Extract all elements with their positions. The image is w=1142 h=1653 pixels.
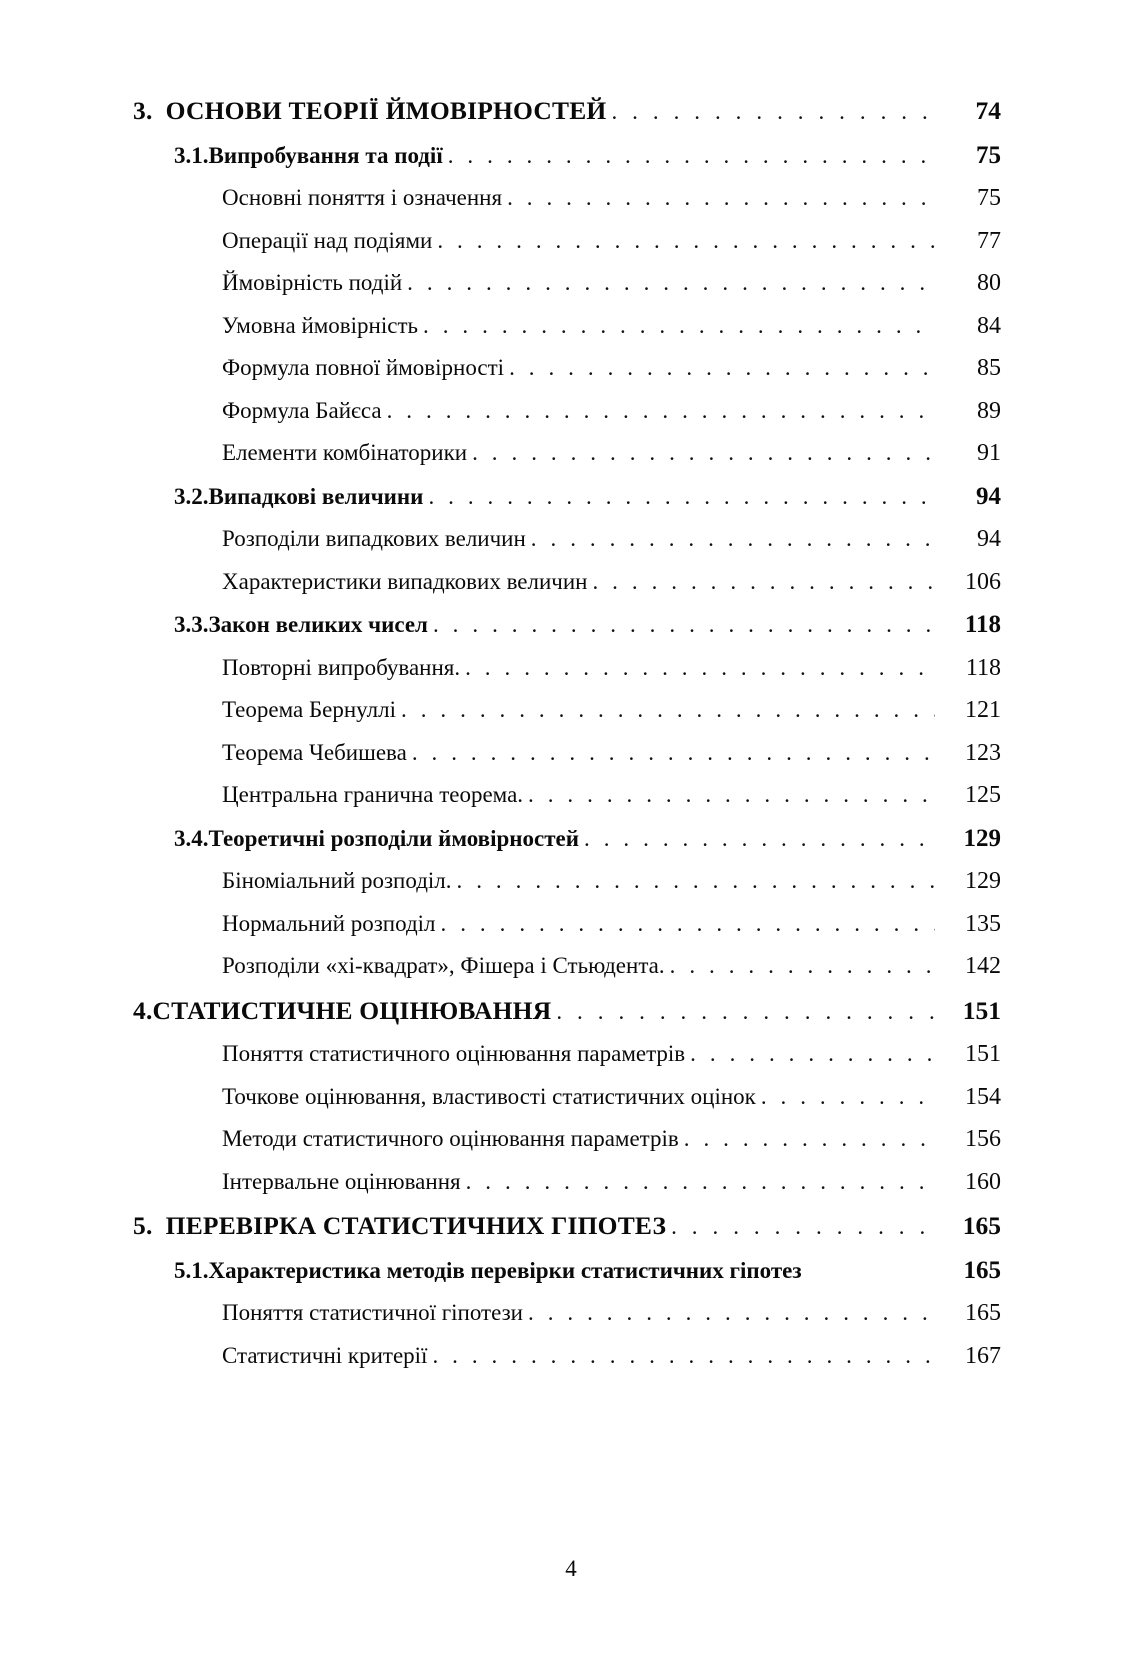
toc-entry-title: Розподіли випадкових величин bbox=[222, 526, 526, 551]
toc-entry-page-number: 123 bbox=[965, 739, 1001, 766]
toc-entry-title: 3.3.Закон великих чисел bbox=[174, 612, 428, 637]
toc-dot-leader bbox=[528, 1301, 935, 1324]
toc-entry-page-number: 106 bbox=[965, 568, 1001, 595]
toc-entry-page-number: 118 bbox=[964, 611, 1001, 638]
toc-dot-leader bbox=[684, 1127, 935, 1150]
toc-entry-title: Теорема Бернуллі bbox=[222, 697, 397, 722]
toc-entry[interactable] bbox=[133, 740, 1001, 767]
toc-dot-leader bbox=[611, 100, 935, 123]
toc-entry-title: Поняття статистичного оцінювання параметрів bbox=[222, 1041, 686, 1066]
toc-entry-page-number: 121 bbox=[965, 697, 1001, 723]
toc-entry-page-number: 151 bbox=[965, 1041, 1001, 1067]
toc-entry[interactable] bbox=[133, 355, 1001, 382]
toc-entry-page-number: 89 bbox=[977, 397, 1001, 424]
toc-dot-leader bbox=[556, 1000, 935, 1023]
toc-entry-page-number: 165 bbox=[963, 1256, 1001, 1284]
toc-entry[interactable] bbox=[133, 1041, 1001, 1068]
toc-entry[interactable] bbox=[133, 1169, 1001, 1196]
toc-dot-leader bbox=[401, 698, 935, 721]
toc-entry-title: Операції над подіями bbox=[222, 227, 433, 253]
toc-entry-title: 3.1.Випробування та події bbox=[174, 142, 443, 168]
toc-entry-page-number: 156 bbox=[965, 1126, 1001, 1152]
toc-entry[interactable] bbox=[133, 228, 1001, 255]
toc-entry-title: Теорема Чебишева bbox=[222, 739, 407, 765]
toc-entry[interactable] bbox=[133, 953, 1001, 980]
toc-entry-title: Розподіли «хі-квадрат», Фішера і Стьюдента. bbox=[222, 953, 665, 978]
toc-entry-page-number: 75 bbox=[976, 141, 1001, 169]
toc-dot-leader bbox=[472, 441, 935, 464]
toc-dot-leader bbox=[509, 356, 935, 379]
toc-entry-page-number: 165 bbox=[965, 1300, 1001, 1326]
toc-entry-page-number: 118 bbox=[965, 654, 1001, 681]
toc-entry-page-number: 94 bbox=[976, 482, 1001, 510]
toc-entry[interactable] bbox=[133, 697, 1001, 724]
toc-entry-title: 3.2.Випадкові величини bbox=[174, 483, 424, 509]
toc-entry[interactable] bbox=[133, 1084, 1001, 1111]
toc-dot-leader bbox=[592, 570, 935, 593]
toc-entry[interactable] bbox=[133, 1257, 1001, 1285]
toc-entry-page-number: 129 bbox=[965, 868, 1001, 894]
toc-dot-leader bbox=[448, 144, 935, 167]
page-footer bbox=[0, 1556, 1142, 1582]
toc-entry-title: 5.1.Характеристика методів перевірки статистичних гіпотез bbox=[174, 1257, 802, 1283]
toc-entry[interactable] bbox=[133, 96, 1001, 126]
toc-entry[interactable] bbox=[133, 270, 1001, 297]
toc-entry[interactable] bbox=[133, 782, 1001, 809]
toc-entry[interactable] bbox=[133, 526, 1001, 553]
toc-dot-leader bbox=[412, 741, 935, 764]
toc-entry-page-number: 94 bbox=[977, 526, 1001, 552]
toc-entry-page-number: 74 bbox=[975, 96, 1001, 125]
table-of-contents bbox=[133, 96, 1001, 1370]
toc-dot-leader bbox=[441, 912, 935, 935]
toc-entry-title: 5. ПЕРЕВІРКА СТАТИСТИЧНИХ ГІПОТЕЗ bbox=[133, 1211, 667, 1240]
toc-entry-title: 3.4.Теоретичні розподіли ймовірностей bbox=[174, 825, 580, 851]
toc-entry-title: Інтервальне оцінювання bbox=[222, 1168, 461, 1194]
toc-entry-title: Поняття статистичної гіпотези bbox=[222, 1300, 523, 1325]
toc-entry-page-number: 160 bbox=[965, 1168, 1001, 1195]
toc-entry[interactable] bbox=[133, 611, 1001, 639]
toc-entry-title: Формула Байєса bbox=[222, 397, 382, 423]
toc-entry-page-number: 154 bbox=[965, 1083, 1001, 1110]
toc-entry-page-number: 75 bbox=[977, 185, 1001, 211]
toc-entry-title: Біноміальний розподіл. bbox=[222, 868, 452, 893]
toc-entry[interactable] bbox=[133, 483, 1001, 511]
toc-entry[interactable] bbox=[133, 996, 1001, 1026]
toc-entry-title: Умовна ймовірність bbox=[222, 312, 419, 338]
toc-dot-leader bbox=[761, 1085, 935, 1108]
toc-dot-leader bbox=[423, 314, 935, 337]
toc-entry-page-number: 91 bbox=[977, 440, 1001, 466]
toc-dot-leader bbox=[457, 869, 935, 892]
toc-dot-leader bbox=[428, 485, 935, 508]
toc-entry[interactable] bbox=[133, 142, 1001, 170]
toc-entry[interactable] bbox=[133, 825, 1001, 853]
toc-dot-leader bbox=[670, 954, 935, 977]
toc-entry-page-number: 85 bbox=[977, 355, 1001, 381]
toc-entry-page-number: 80 bbox=[977, 270, 1001, 296]
toc-entry[interactable] bbox=[133, 1211, 1001, 1241]
toc-dot-leader bbox=[407, 271, 935, 294]
toc-entry[interactable] bbox=[133, 655, 1001, 682]
toc-entry-page-number: 77 bbox=[977, 227, 1001, 254]
toc-dot-leader bbox=[528, 783, 935, 806]
toc-dot-leader bbox=[507, 186, 935, 209]
toc-entry-title: Точкове оцінювання, властивості статистичних оцінок bbox=[222, 1083, 756, 1109]
toc-dot-leader bbox=[465, 656, 935, 679]
toc-dot-leader bbox=[584, 827, 935, 850]
toc-entry[interactable] bbox=[133, 911, 1001, 938]
toc-entry[interactable] bbox=[133, 1300, 1001, 1327]
toc-entry-title: Нормальний розподіл bbox=[222, 910, 436, 936]
toc-entry-page-number: 151 bbox=[962, 995, 1001, 1025]
toc-entry-title: Методи статистичного оцінювання параметрів bbox=[222, 1126, 679, 1151]
toc-entry-page-number: 165 bbox=[962, 1211, 1001, 1240]
toc-entry[interactable] bbox=[133, 398, 1001, 425]
toc-dot-leader bbox=[466, 1170, 935, 1193]
toc-dot-leader bbox=[387, 399, 935, 422]
toc-entry-title: Основні поняття і означення bbox=[222, 185, 503, 210]
toc-entry[interactable] bbox=[133, 1126, 1001, 1153]
toc-entry-title: 4.СТАТИСТИЧНЕ ОЦІНЮВАННЯ bbox=[133, 995, 552, 1025]
toc-entry-title: Статистичні критерії bbox=[222, 1342, 428, 1368]
toc-dot-leader bbox=[433, 613, 935, 636]
footer-page-number: 4 bbox=[565, 1556, 577, 1581]
toc-entry-title: 3. ОСНОВИ ТЕОРІЇ ЙМОВІРНОСТЕЙ bbox=[133, 96, 607, 125]
toc-entry[interactable] bbox=[133, 185, 1001, 212]
toc-entry-page-number: 142 bbox=[965, 953, 1001, 979]
toc-entry-title: Елементи комбінаторики bbox=[222, 440, 468, 465]
toc-dot-leader bbox=[432, 1344, 935, 1367]
toc-entry-title: Характеристики випадкових величин bbox=[222, 568, 588, 594]
toc-entry-title: Формула повної ймовірності bbox=[222, 355, 505, 380]
toc-dot-leader bbox=[437, 229, 935, 252]
toc-entry[interactable] bbox=[133, 569, 1001, 596]
toc-dot-leader bbox=[690, 1042, 935, 1065]
toc-dot-leader bbox=[671, 1215, 935, 1238]
toc-entry-page-number: 84 bbox=[977, 312, 1001, 339]
toc-dot-leader bbox=[531, 527, 935, 550]
toc-entry-page-number: 125 bbox=[965, 782, 1001, 808]
toc-entry[interactable] bbox=[133, 868, 1001, 895]
toc-entry-page-number: 167 bbox=[965, 1342, 1001, 1369]
toc-entry-title: Центральна гранична теорема. bbox=[222, 782, 524, 807]
toc-entry[interactable] bbox=[133, 440, 1001, 467]
toc-entry-page-number: 135 bbox=[965, 910, 1001, 937]
toc-entry-title: Ймовірність подій bbox=[222, 270, 403, 295]
toc-entry-page-number: 129 bbox=[963, 824, 1001, 852]
toc-entry[interactable] bbox=[133, 313, 1001, 340]
toc-entry[interactable] bbox=[133, 1343, 1001, 1370]
toc-entry-title: Повторні випробування. bbox=[222, 654, 461, 680]
